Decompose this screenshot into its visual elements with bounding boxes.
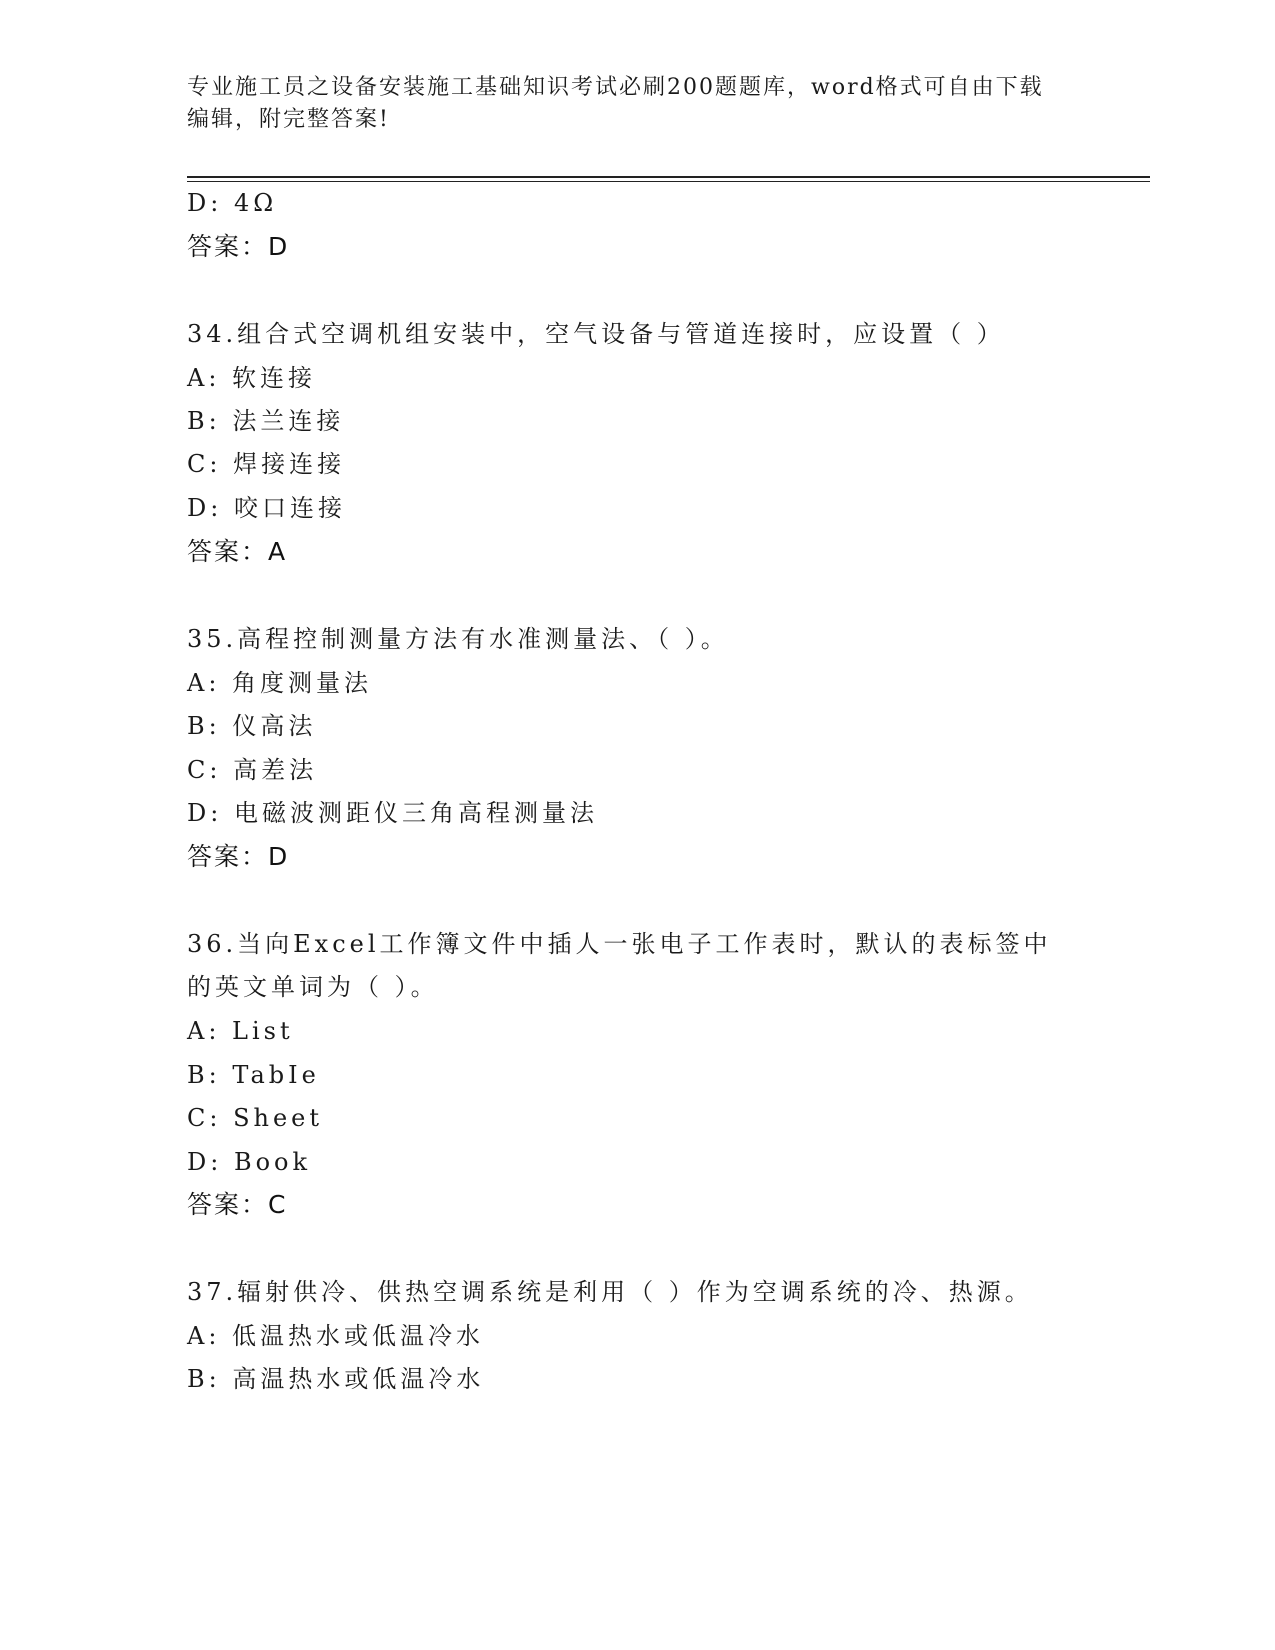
- q36-option-b: B: TabIe: [187, 1061, 320, 1089]
- q36-answer: 答案：C: [187, 1190, 288, 1219]
- q34-option-c: C: 焊接连接: [187, 450, 346, 478]
- q36-stem-line-1: 36.当向Excel工作簿文件中插人一张电子工作表时，默认的表标签中: [187, 930, 1052, 958]
- q36-stem-line-2: 的英文单词为（ ）。: [187, 973, 439, 1001]
- q35-stem: 35.高程控制测量方法有水准测量法、（ ）。: [187, 625, 729, 653]
- prev-option-d: D: 4Ω: [187, 189, 278, 217]
- header-line-1: 专业施工员之设备安装施工基础知识考试必刷200题题库，word格式可自由下载: [187, 75, 1044, 100]
- q34-option-d: D: 咬口连接: [187, 494, 346, 522]
- q36-option-c: C: Sheet: [187, 1104, 324, 1132]
- q34-option-a: A: 软连接: [187, 364, 317, 392]
- header-divider-thin: [187, 181, 1150, 182]
- header-divider-thick: [187, 176, 1150, 178]
- q34-stem: 34.组合式空调机组安装中，空气设备与管道连接时，应设置（ ）: [187, 320, 1005, 348]
- q37-option-b: B: 高温热水或低温冷水: [187, 1365, 485, 1393]
- q34-option-b: B: 法兰连接: [187, 407, 345, 435]
- q35-option-d: D: 电磁波测距仪三角高程测量法: [187, 799, 598, 827]
- q35-option-a: A: 角度测量法: [187, 669, 373, 697]
- q36-option-a: A: List: [187, 1017, 294, 1045]
- prev-answer: 答案：D: [187, 232, 290, 261]
- q36-option-d: D: Book: [187, 1148, 312, 1176]
- q37-option-a: A: 低温热水或低温冷水: [187, 1322, 485, 1350]
- q35-option-b: B: 仪高法: [187, 712, 317, 740]
- q34-answer: 答案：A: [187, 537, 288, 566]
- q35-answer: 答案：D: [187, 842, 290, 871]
- q37-stem: 37.辐射供冷、供热空调系统是利用（ ）作为空调系统的冷、热源。: [187, 1278, 1033, 1306]
- header-line-2: 编辑，附完整答案!: [187, 107, 390, 132]
- q35-option-c: C: 高差法: [187, 756, 318, 784]
- page-header: [187, 72, 1067, 136]
